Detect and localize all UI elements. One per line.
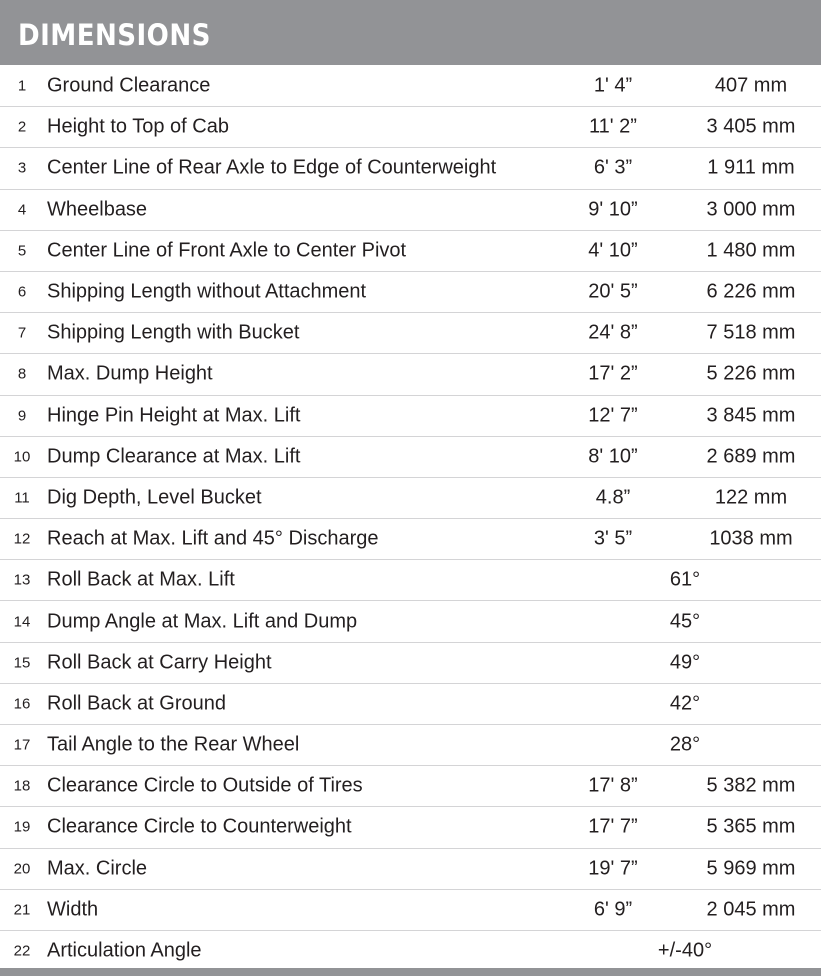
- table-row: [0, 766, 821, 807]
- footer-bar: [0, 968, 821, 976]
- row-value: +/-40°: [657, 939, 713, 962]
- row-number: 19: [13, 818, 31, 836]
- row-imperial: 17' 7”: [588, 815, 638, 838]
- row-imperial: 20' 5”: [588, 280, 638, 303]
- table-row: [0, 107, 821, 148]
- table-row: [0, 643, 821, 684]
- table-row: [0, 231, 821, 272]
- row-label: Hinge Pin Height at Max. Lift: [47, 404, 301, 427]
- table-row: [0, 190, 821, 231]
- table-row: [0, 725, 821, 766]
- row-number: 14: [13, 613, 31, 631]
- table-row: [0, 807, 821, 848]
- table-row: [0, 519, 821, 560]
- row-metric: 2 045 mm: [706, 898, 796, 921]
- row-imperial: 19' 7”: [588, 857, 638, 880]
- table-row: [0, 437, 821, 478]
- row-number: 21: [13, 901, 31, 919]
- row-label: Articulation Angle: [47, 939, 202, 962]
- row-imperial: 4' 10”: [588, 239, 638, 262]
- row-number: 9: [17, 407, 27, 425]
- row-metric: 5 365 mm: [706, 815, 796, 838]
- row-number: 3: [17, 159, 27, 177]
- row-number: 5: [17, 242, 27, 260]
- row-number: 22: [13, 942, 31, 960]
- table-row: [0, 601, 821, 642]
- row-label: Clearance Circle to Counterweight: [47, 815, 352, 838]
- row-metric: 6 226 mm: [706, 280, 796, 303]
- dimensions-table: [0, 66, 821, 972]
- row-number: 11: [14, 489, 30, 507]
- row-imperial: 8' 10”: [588, 445, 638, 468]
- row-label: Max. Circle: [47, 857, 148, 880]
- row-imperial: 4.8”: [595, 486, 631, 509]
- row-label: Center Line of Rear Axle to Edge of Counterweight: [47, 156, 497, 179]
- table-row: [0, 272, 821, 313]
- row-number: 1: [17, 77, 27, 95]
- table-row: [0, 313, 821, 354]
- row-label: Ground Clearance: [47, 74, 211, 97]
- row-number: 20: [13, 860, 31, 878]
- row-number: 13: [13, 571, 31, 589]
- row-label: Roll Back at Max. Lift: [47, 568, 235, 591]
- row-label: Width: [47, 898, 99, 921]
- table-row: [0, 354, 821, 395]
- row-imperial: 3' 5”: [593, 527, 633, 550]
- row-label: Shipping Length without Attachment: [47, 280, 367, 303]
- row-number: 18: [13, 777, 31, 795]
- row-number: 4: [17, 201, 27, 219]
- table-row: [0, 478, 821, 519]
- row-value: 61°: [669, 568, 701, 591]
- row-metric: 1 480 mm: [706, 239, 796, 262]
- row-value: 42°: [669, 692, 701, 715]
- row-label: Dump Angle at Max. Lift and Dump: [47, 610, 358, 633]
- row-number: 2: [17, 118, 27, 136]
- table-row: [0, 890, 821, 931]
- row-metric: 2 689 mm: [706, 445, 796, 468]
- row-label: Roll Back at Ground: [47, 692, 226, 715]
- row-metric: 1038 mm: [709, 527, 793, 550]
- row-label: Shipping Length with Bucket: [47, 321, 300, 344]
- row-metric: 122 mm: [714, 486, 788, 509]
- row-label: Reach at Max. Lift and 45° Discharge: [47, 527, 379, 550]
- row-metric: 3 405 mm: [706, 115, 796, 138]
- row-label: Max. Dump Height: [47, 362, 213, 385]
- row-metric: 1 911 mm: [707, 156, 795, 179]
- table-row: [0, 66, 821, 107]
- row-metric: 407 mm: [714, 74, 788, 97]
- row-number: 8: [17, 365, 27, 383]
- table-row: [0, 684, 821, 725]
- row-label: Dump Clearance at Max. Lift: [47, 445, 301, 468]
- row-label: Height to Top of Cab: [47, 115, 229, 138]
- row-imperial: 9' 10”: [588, 198, 638, 221]
- row-metric: 5 969 mm: [706, 857, 796, 880]
- row-number: 16: [13, 695, 31, 713]
- row-value: 28°: [669, 733, 701, 756]
- row-imperial: 12' 7”: [588, 404, 638, 427]
- row-number: 7: [17, 324, 27, 342]
- row-metric: 7 518 mm: [706, 321, 796, 344]
- row-label: Dig Depth, Level Bucket: [47, 486, 262, 509]
- row-imperial: 24' 8”: [588, 321, 638, 344]
- row-imperial: 6' 9”: [593, 898, 633, 921]
- row-imperial: 1' 4”: [593, 74, 633, 97]
- row-imperial: 17' 2”: [588, 362, 638, 385]
- table-row: [0, 148, 821, 189]
- row-imperial: 17' 8”: [588, 774, 638, 797]
- row-number: 12: [13, 530, 31, 548]
- table-row: [0, 931, 821, 972]
- row-number: 15: [13, 654, 31, 672]
- row-metric: 3 845 mm: [706, 404, 796, 427]
- row-label: Tail Angle to the Rear Wheel: [47, 733, 300, 756]
- table-row: [0, 560, 821, 601]
- row-imperial: 6' 3”: [593, 156, 633, 179]
- row-label: Center Line of Front Axle to Center Pivot: [47, 239, 407, 262]
- row-number: 17: [13, 736, 31, 754]
- row-value: 49°: [669, 651, 701, 674]
- table-row: [0, 396, 821, 437]
- row-label: Clearance Circle to Outside of Tires: [47, 774, 363, 797]
- row-number: 6: [17, 283, 27, 301]
- row-label: Wheelbase: [47, 198, 148, 221]
- row-metric: 5 382 mm: [706, 774, 796, 797]
- table-row: [0, 849, 821, 890]
- row-value: 45°: [669, 610, 701, 633]
- row-imperial: 11' 2”: [589, 115, 637, 138]
- row-metric: 3 000 mm: [706, 198, 796, 221]
- row-number: 10: [13, 448, 31, 466]
- row-label: Roll Back at Carry Height: [47, 651, 272, 674]
- section-header: [0, 0, 821, 65]
- row-metric: 5 226 mm: [706, 362, 796, 385]
- section-title: DIMENSIONS: [18, 17, 211, 52]
